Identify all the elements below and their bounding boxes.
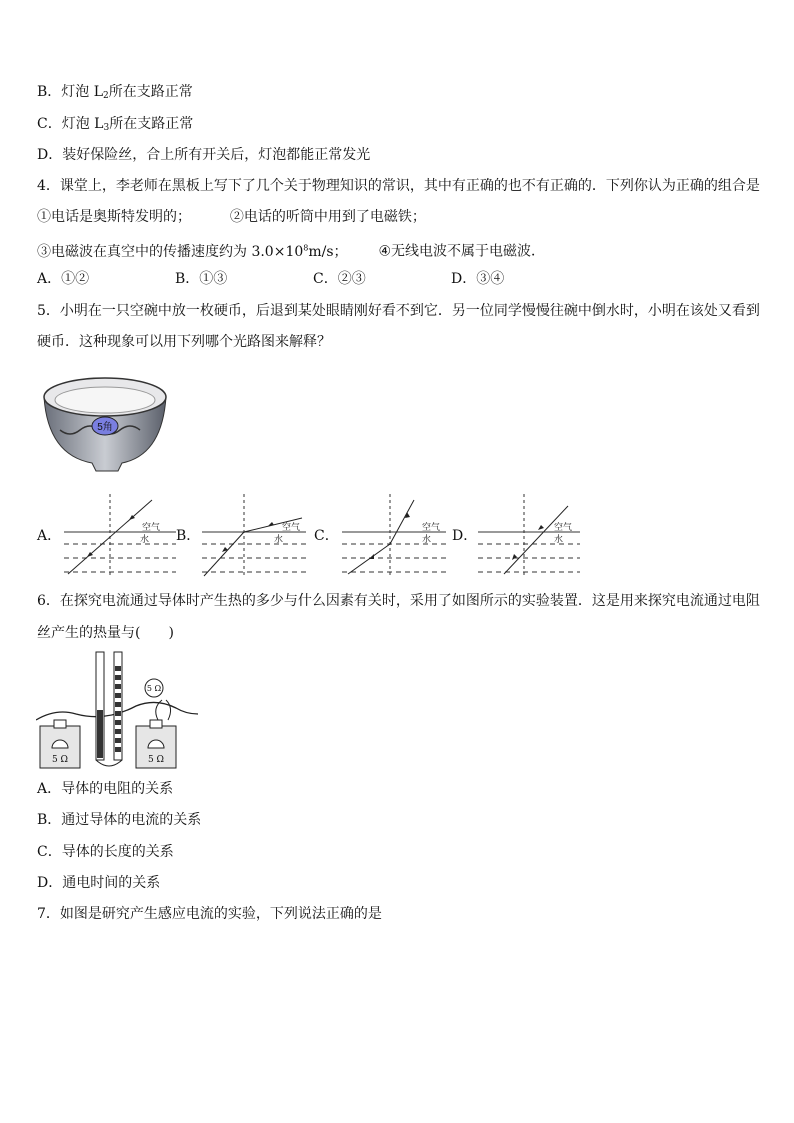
q5-stem-line1: 5．小明在一只空碗中放一枚硬币，后退到某处眼睛刚好看不到它．另一位同学慢慢往碗中倒水时，小明在该处又看到 xyxy=(37,303,760,319)
q4-item-1: ①电话是奥斯特发明的； xyxy=(37,209,191,225)
water-label: 水 xyxy=(422,535,432,545)
left-resistor-label: 5 Ω xyxy=(51,755,69,765)
q5-option-c-label: C． xyxy=(314,528,339,544)
q5-option-a-label: A． xyxy=(37,528,62,544)
right-resistor-label: 5 Ω xyxy=(147,755,165,765)
air-label: 空气 xyxy=(282,523,301,533)
q4-stem: 4．课堂上，李老师在黑板上写下了几个关于物理知识的常识，其中有正确的也不有正确的．下列你认为正确的组合是 xyxy=(37,178,760,194)
air-label: 空气 xyxy=(554,523,573,533)
q5-option-b-label: B． xyxy=(176,528,201,544)
q6-stem-line2: 丝产生的热量与( ) xyxy=(37,625,174,641)
optic-diagram-d xyxy=(474,492,584,578)
q4-option-c: C．②③ xyxy=(313,271,366,287)
q6-option-b: B．通过导体的电流的关系 xyxy=(37,812,202,828)
q4-item-4: ④无线电波不属于电磁波． xyxy=(378,243,546,260)
q3-option-b: B．灯泡 $L_2$所在支路正常 xyxy=(37,84,193,101)
q6-option-d: D．通电时间的关系 xyxy=(37,875,161,891)
bowl-with-coin-figure xyxy=(40,375,170,473)
q4-items-row1 xyxy=(37,208,426,226)
q4-options xyxy=(37,270,504,288)
q5-option-d-label: D． xyxy=(452,528,478,544)
q3-option-c: C．灯泡 $L_3$所在支路正常 xyxy=(37,116,194,133)
q6-option-c: C．导体的长度的关系 xyxy=(37,844,174,860)
q5-stem-line2: 硬币．这种现象可以用下列哪个光路图来解释？ xyxy=(37,334,331,350)
water-label: 水 xyxy=(554,535,564,545)
coin-label: 5角 xyxy=(97,422,113,433)
q4-items-row2 xyxy=(37,239,545,261)
q4-item-3: ③电磁波在真空中的传播速度约为 $3.0\times 10^8m/s$； xyxy=(37,243,348,260)
optic-diagram-c xyxy=(338,492,450,578)
joule-heating-apparatus xyxy=(36,648,204,772)
q4-item-2: ②电话的听筒中用到了电磁铁； xyxy=(229,209,426,225)
parallel-resistor-label: 5 Ω xyxy=(146,684,162,693)
air-label: 空气 xyxy=(142,523,161,533)
air-label: 空气 xyxy=(422,523,441,533)
q3-option-d: D．装好保险丝，合上所有开关后，灯泡都能正常发光 xyxy=(37,147,371,163)
optic-diagram-a xyxy=(60,492,180,578)
q4-option-a: A．①② xyxy=(37,271,90,287)
water-label: 水 xyxy=(274,535,284,545)
q4-option-d: D．③④ xyxy=(451,271,505,287)
water-label: 水 xyxy=(140,535,150,545)
q4-option-b: B．①③ xyxy=(175,271,228,287)
q7-stem: 7．如图是研究产生感应电流的实验，下列说法正确的是 xyxy=(37,906,382,922)
q6-stem-line1: 6．在探究电流通过导体时产生热的多少与什么因素有关时，采用了如图所示的实验装置．这是用来探究电流通过电阻 xyxy=(37,593,760,609)
q6-option-a: A．导体的电阻的关系 xyxy=(37,781,174,797)
optic-diagram-b xyxy=(198,492,310,578)
